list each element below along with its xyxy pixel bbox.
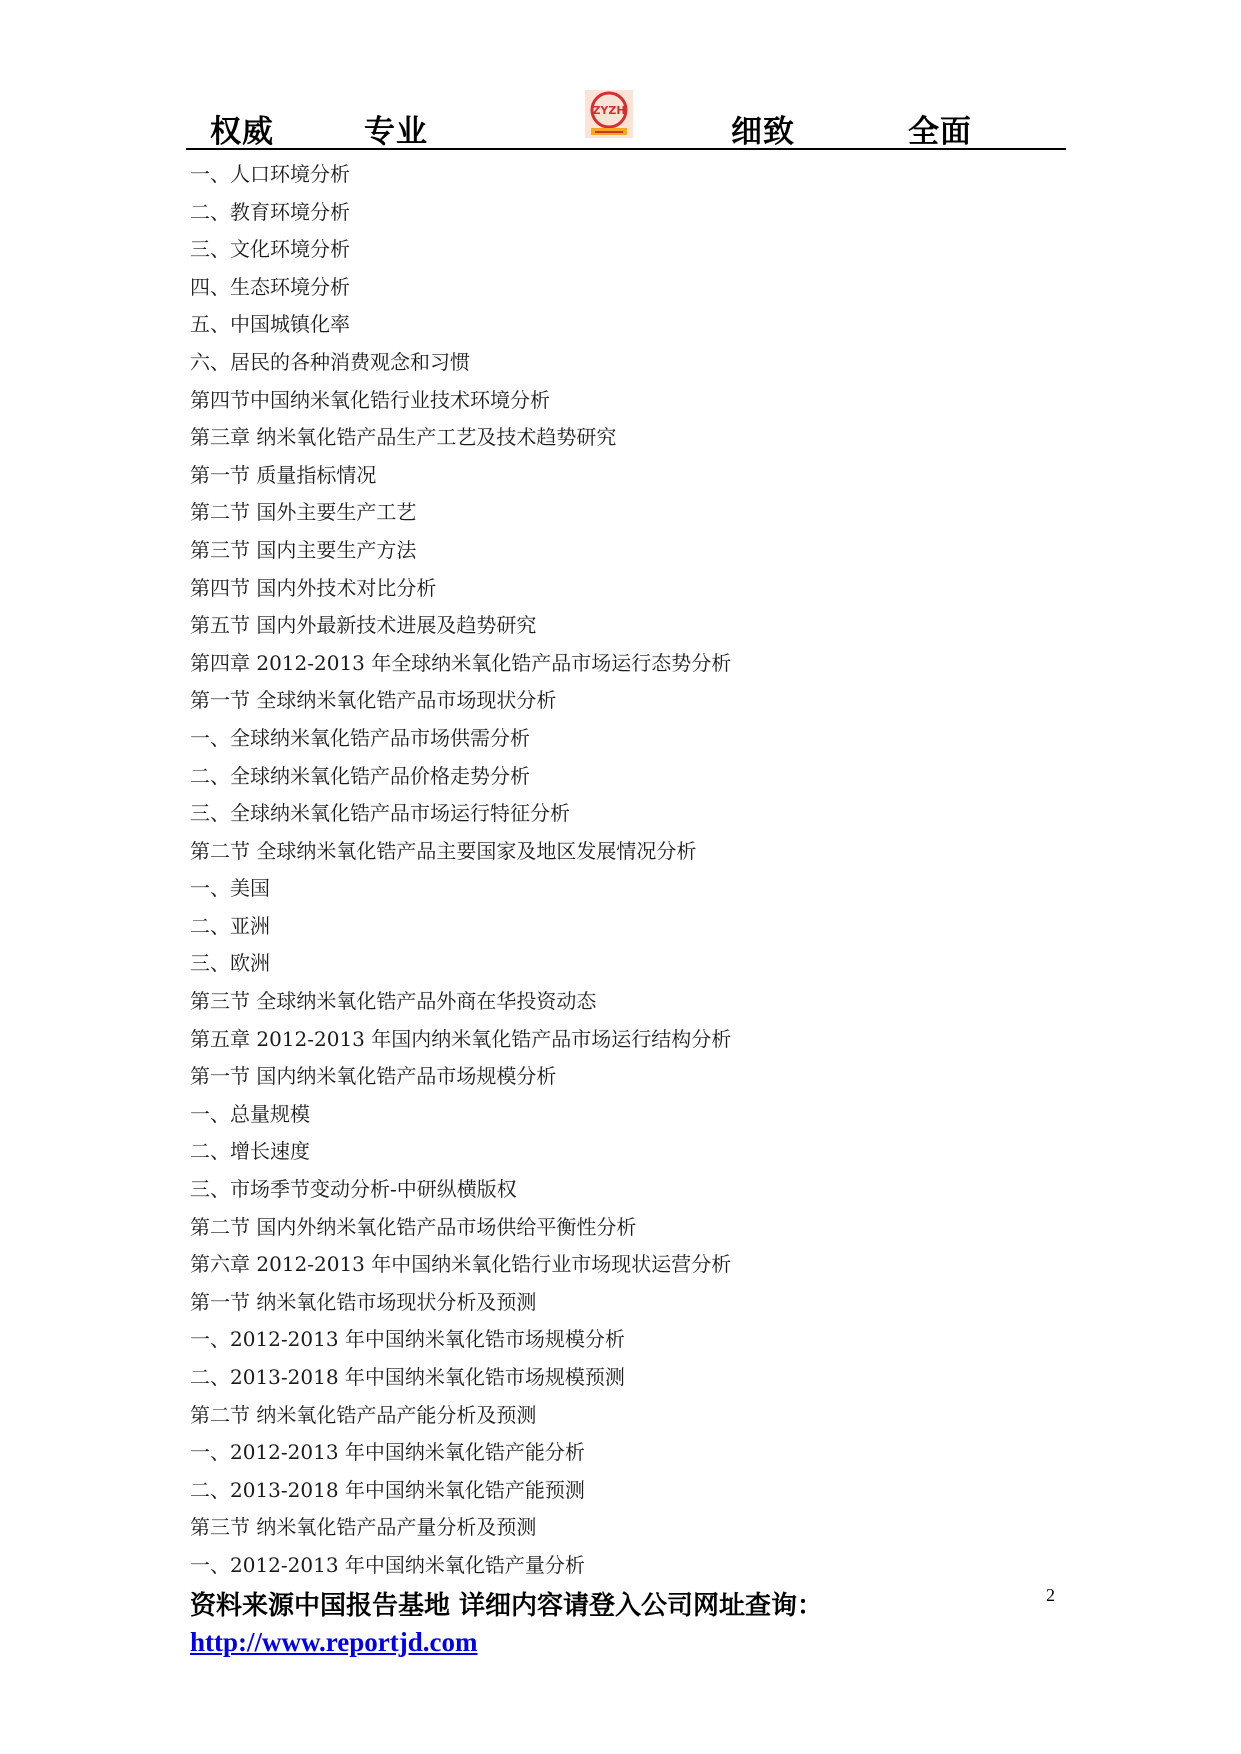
toc-item: 第六章 2012-2013 年中国纳米氧化锆行业市场现状运营分析 <box>190 1252 732 1277</box>
toc-item: 第三节 全球纳米氧化锆产品外商在华投资动态 <box>190 989 597 1014</box>
toc-item: 第四节中国纳米氧化锆行业技术环境分析 <box>190 387 550 412</box>
toc-item: 一、2012-2013 年中国纳米氧化锆产量分析 <box>190 1552 585 1577</box>
toc-item: 第一节 国内纳米氧化锆产品市场规模分析 <box>190 1064 557 1089</box>
toc-item: 第一节 纳米氧化锆市场现状分析及预测 <box>190 1289 537 1314</box>
toc-item: 一、2012-2013 年中国纳米氧化锆市场规模分析 <box>190 1327 625 1352</box>
company-website-link[interactable]: http://www.reportjd.com <box>190 1627 478 1657</box>
table-of-contents <box>190 156 1050 1585</box>
toc-item: 二、全球纳米氧化锆产品价格走势分析 <box>190 763 530 788</box>
toc-item: 三、文化环境分析 <box>190 237 350 262</box>
toc-item: 第二节 纳米氧化锆产品产能分析及预测 <box>190 1402 537 1427</box>
toc-item: 第五章 2012-2013 年国内纳米氧化锆产品市场运行结构分析 <box>190 1026 732 1051</box>
toc-item: 第一节 质量指标情况 <box>190 462 377 487</box>
header-word-authority: 权威 <box>210 114 274 150</box>
footer-source-text: 资料来源中国报告基地 详细内容请登入公司网址查询： <box>190 1591 824 1621</box>
toc-item: 二、2013-2018 年中国纳米氧化锆市场规模预测 <box>190 1365 625 1389</box>
header-word-comprehensive: 全面 <box>908 114 972 150</box>
toc-item: 第二节 全球纳米氧化锆产品主要国家及地区发展情况分析 <box>190 838 697 863</box>
toc-item: 第二节 国外主要生产工艺 <box>190 500 417 525</box>
toc-item: 三、欧洲 <box>190 951 270 976</box>
toc-item: 第三节 国内主要生产方法 <box>190 537 417 562</box>
toc-item: 一、美国 <box>190 876 270 901</box>
toc-item: 三、市场季节变动分析-中研纵横版权 <box>190 1177 517 1202</box>
toc-item: 第四章 2012-2013 年全球纳米氧化锆产品市场运行态势分析 <box>190 650 732 675</box>
toc-item: 一、总量规模 <box>190 1101 310 1126</box>
toc-item: 六、居民的各种消费观念和习惯 <box>190 349 470 374</box>
toc-item: 第四节 国内外技术对比分析 <box>190 575 437 600</box>
page-header <box>186 82 1066 150</box>
logo-text: ZYZH <box>592 104 626 117</box>
toc-item: 第三节 纳米氧化锆产品产量分析及预测 <box>190 1515 537 1540</box>
toc-item: 一、全球纳米氧化锆产品市场供需分析 <box>190 725 530 750</box>
header-word-meticulous: 细致 <box>731 114 795 150</box>
toc-item: 一、人口环境分析 <box>190 162 350 186</box>
page-number: 2 <box>1046 1585 1055 1605</box>
toc-item: 一、2012-2013 年中国纳米氧化锆产能分析 <box>190 1440 585 1465</box>
toc-item: 第五节 国内外最新技术进展及趋势研究 <box>190 613 537 638</box>
toc-item: 第二节 国内外纳米氧化锆产品市场供给平衡性分析 <box>190 1214 637 1239</box>
toc-item: 二、增长速度 <box>190 1139 310 1164</box>
toc-item: 四、生态环境分析 <box>190 274 350 299</box>
header-word-professional: 专业 <box>364 114 428 150</box>
toc-item: 五、中国城镇化率 <box>190 312 350 337</box>
company-logo <box>585 90 633 138</box>
toc-item: 二、教育环境分析 <box>190 199 350 224</box>
toc-item: 第一节 全球纳米氧化锆产品市场现状分析 <box>190 688 557 713</box>
toc-item: 二、亚洲 <box>190 913 270 938</box>
toc-item: 第三章 纳米氧化锆产品生产工艺及技术趋势研究 <box>190 425 617 450</box>
toc-item: 二、2013-2018 年中国纳米氧化锆产能预测 <box>190 1477 585 1502</box>
toc-item: 三、全球纳米氧化锆产品市场运行特征分析 <box>190 801 570 826</box>
